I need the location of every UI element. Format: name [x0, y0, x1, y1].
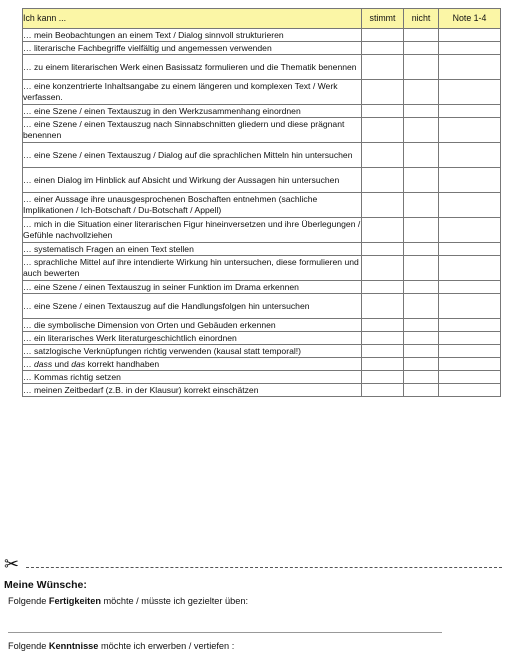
item-text: … meinen Zeitbedarf (z.B. in der Klausur) korrekt einschätzen	[23, 384, 362, 397]
table-row	[23, 332, 501, 345]
note-cell[interactable]	[439, 80, 501, 105]
table-row	[23, 218, 501, 243]
knowledge-prompt-post: möchte ich erwerben / vertiefen :	[98, 641, 235, 651]
table-row	[23, 168, 501, 193]
note-cell[interactable]	[439, 118, 501, 143]
table-row	[23, 256, 501, 281]
item-text: … eine konzentrierte Inhaltsangabe zu einem längeren und komplexen Text / Werk verfassen.	[23, 80, 362, 105]
item-text-dass: dass	[33, 358, 53, 369]
header-nicht: nicht	[404, 9, 439, 29]
item-text: … systematisch Fragen an einen Text stellen	[23, 243, 362, 256]
stimmt-cell[interactable]	[362, 345, 404, 358]
item-text: … einer Aussage ihre unausgesprochenen Boschaften entnehmen (sachliche Implikationen / Ich-Botschaft / Du-Botschaft / Appell)	[23, 193, 362, 218]
note-cell[interactable]	[439, 256, 501, 281]
nicht-cell[interactable]	[404, 281, 439, 294]
item-text-das: das	[71, 358, 86, 369]
table-row	[23, 243, 501, 256]
stimmt-cell[interactable]	[362, 371, 404, 384]
stimmt-cell[interactable]	[362, 243, 404, 256]
table-row	[23, 29, 501, 42]
item-text-post: korrekt handhaben	[85, 358, 160, 369]
dashed-divider	[26, 567, 502, 568]
item-text: … literarische Fachbegriffe vielfältig und angemessen verwenden	[23, 42, 362, 55]
nicht-cell[interactable]	[404, 168, 439, 193]
answer-line[interactable]	[8, 632, 442, 633]
stimmt-cell[interactable]	[362, 29, 404, 42]
note-cell[interactable]	[439, 105, 501, 118]
item-text: … zu einem literarischen Werk einen Basissatz formulieren und die Thematik benennen	[23, 55, 362, 80]
knowledge-prompt-pre: Folgende	[8, 641, 49, 651]
note-cell[interactable]	[439, 42, 501, 55]
stimmt-cell[interactable]	[362, 42, 404, 55]
nicht-cell[interactable]	[404, 243, 439, 256]
skills-prompt-bold: Fertigkeiten	[48, 596, 101, 606]
note-cell[interactable]	[439, 332, 501, 345]
item-text: … mich in die Situation einer literarischen Figur hineinversetzen und ihre Überlegungen / Gefühle nachvollziehen	[23, 218, 362, 243]
note-cell[interactable]	[439, 281, 501, 294]
note-cell[interactable]	[439, 243, 501, 256]
table-row	[23, 294, 501, 319]
knowledge-prompt-bold: Kenntnisse	[48, 641, 99, 651]
item-text: … eine Szene / einen Textauszug / Dialog auf die sprachlichen Mitteln hin untersuchen	[23, 143, 362, 168]
table-row	[23, 143, 501, 168]
note-cell[interactable]	[439, 294, 501, 319]
stimmt-cell[interactable]	[362, 55, 404, 80]
stimmt-cell[interactable]	[362, 168, 404, 193]
header-note: Note 1-4	[439, 9, 501, 29]
stimmt-cell[interactable]	[362, 118, 404, 143]
scissors-icon: ✂	[4, 554, 20, 575]
stimmt-cell[interactable]	[362, 80, 404, 105]
nicht-cell[interactable]	[404, 256, 439, 281]
note-cell[interactable]	[439, 168, 501, 193]
table-row	[23, 105, 501, 118]
item-text: … eine Szene / einen Textauszug in den Werkzusammenhang einordnen	[23, 105, 362, 118]
nicht-cell[interactable]	[404, 384, 439, 397]
note-cell[interactable]	[439, 319, 501, 332]
item-text: … einen Dialog im Hinblick auf Absicht und Wirkung der Aussagen hin untersuchen	[23, 168, 362, 193]
note-cell[interactable]	[439, 345, 501, 358]
table-row	[23, 118, 501, 143]
item-text	[23, 358, 362, 371]
nicht-cell[interactable]	[404, 218, 439, 243]
table-row	[23, 281, 501, 294]
nicht-cell[interactable]	[404, 294, 439, 319]
item-text-mid: und	[52, 358, 72, 369]
table-header-row	[23, 9, 501, 29]
stimmt-cell[interactable]	[362, 332, 404, 345]
table-row	[23, 55, 501, 80]
note-cell[interactable]	[439, 55, 501, 80]
item-text: … mein Beobachtungen an einem Text / Dialog sinnvoll strukturieren	[23, 29, 362, 42]
table-row	[23, 358, 501, 371]
stimmt-cell[interactable]	[362, 384, 404, 397]
stimmt-cell[interactable]	[362, 143, 404, 168]
table-row	[23, 371, 501, 384]
table-row	[23, 80, 501, 105]
item-text: … ein literarisches Werk literaturgeschichtlich einordnen	[23, 332, 362, 345]
wishes-heading: Meine Wünsche:	[4, 579, 87, 591]
nicht-cell[interactable]	[404, 42, 439, 55]
table-row	[23, 384, 501, 397]
nicht-cell[interactable]	[404, 118, 439, 143]
note-cell[interactable]	[439, 29, 501, 42]
stimmt-cell[interactable]	[362, 218, 404, 243]
item-text: … Kommas richtig setzen	[23, 371, 362, 384]
nicht-cell[interactable]	[404, 332, 439, 345]
note-cell[interactable]	[439, 371, 501, 384]
nicht-cell[interactable]	[404, 193, 439, 218]
nicht-cell[interactable]	[404, 105, 439, 118]
note-cell[interactable]	[439, 193, 501, 218]
nicht-cell[interactable]	[404, 55, 439, 80]
header-ich-kann: Ich kann ...	[23, 9, 362, 29]
table-row	[23, 345, 501, 358]
nicht-cell[interactable]	[404, 143, 439, 168]
stimmt-cell[interactable]	[362, 256, 404, 281]
header-stimmt: stimmt	[362, 9, 404, 29]
stimmt-cell[interactable]	[362, 294, 404, 319]
stimmt-cell[interactable]	[362, 319, 404, 332]
skills-prompt	[8, 596, 248, 606]
nicht-cell[interactable]	[404, 29, 439, 42]
stimmt-cell[interactable]	[362, 105, 404, 118]
self-assessment-table	[22, 8, 501, 397]
table-row	[23, 193, 501, 218]
item-text: … eine Szene / einen Textauszug nach Sinnabschnitten gliedern und diese prägnant benennen	[23, 118, 362, 143]
item-text: … sprachliche Mittel auf ihre intendierte Wirkung hin untersuchen, diese formulieren und auch bewerten	[23, 256, 362, 281]
nicht-cell[interactable]	[404, 80, 439, 105]
nicht-cell[interactable]	[404, 358, 439, 371]
nicht-cell[interactable]	[404, 345, 439, 358]
item-text: … satzlogische Verknüpfungen richtig verwenden (kausal statt temporal!)	[23, 345, 362, 358]
table-row	[23, 319, 501, 332]
note-cell[interactable]	[439, 143, 501, 168]
note-cell[interactable]	[439, 384, 501, 397]
stimmt-cell[interactable]	[362, 193, 404, 218]
stimmt-cell[interactable]	[362, 281, 404, 294]
item-text: … eine Szene / einen Textauszug auf die Handlungsfolgen hin untersuchen	[23, 294, 362, 319]
item-text: … eine Szene / einen Textauszug in seiner Funktion im Drama erkennen	[23, 281, 362, 294]
table-row	[23, 42, 501, 55]
note-cell[interactable]	[439, 218, 501, 243]
nicht-cell[interactable]	[404, 371, 439, 384]
skills-prompt-post: möchte / müsste ich gezielter üben:	[100, 596, 249, 606]
note-cell[interactable]	[439, 358, 501, 371]
item-text: … die symbolische Dimension von Orten und Gebäuden erkennen	[23, 319, 362, 332]
knowledge-prompt	[8, 641, 234, 651]
nicht-cell[interactable]	[404, 319, 439, 332]
cut-line	[4, 555, 502, 575]
item-text-pre: …	[23, 358, 34, 369]
stimmt-cell[interactable]	[362, 358, 404, 371]
skills-prompt-pre: Folgende	[8, 596, 49, 606]
